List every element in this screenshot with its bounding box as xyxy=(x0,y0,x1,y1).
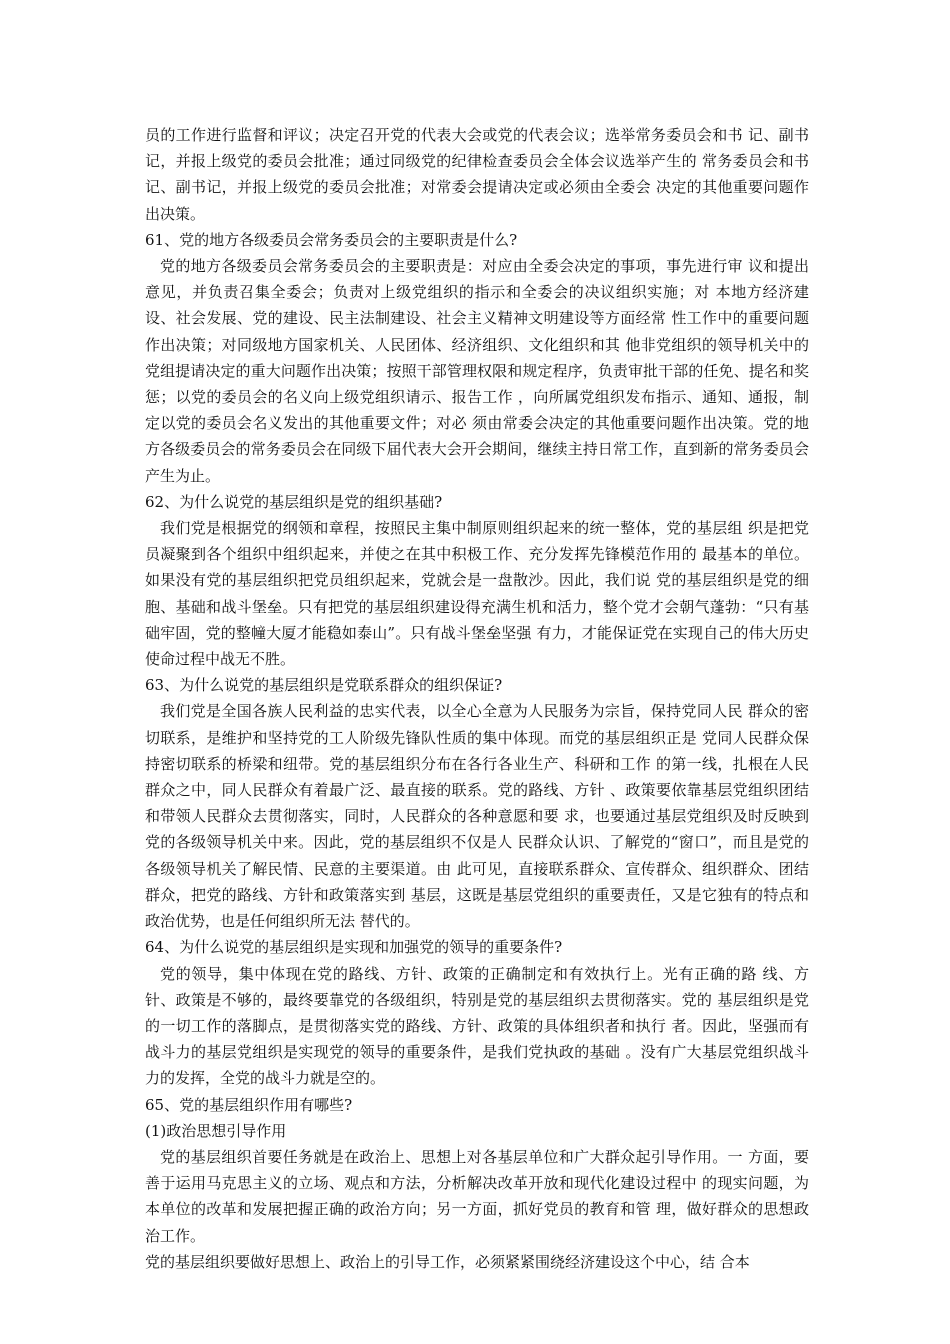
paragraph-continuation: 员的工作进行监督和评议；决定召开党的代表大会或党的代表会议；选举常务委员会和书 记、副书记，并报上级党的委员会批准；通过同级党的纪律检查委员会全体会议选举产生的 常务委员会和书记、副书记，并报上级党的委员会批准；对常委会提请决定或必须由全委会 决定的其他重要问题作出决策。 xyxy=(145,126,809,223)
subheading-political-guidance: (1)政治思想引导作用 xyxy=(145,1121,287,1140)
document-page xyxy=(145,122,809,1275)
question-62-heading: 62、为什么说党的基层组织是党的组织基础? xyxy=(145,492,443,511)
answer-65-paragraph-1: 党的基层组织首要任务就是在政治上、思想上对各基层单位和广大群众起引导作用。一 方面，要善于运用马克思主义的立场、观点和方法，分析解决改革开放和现代化建设过程中 的现实问题，为本单位的改革和发展把握正确的政治方向；另一方面，抓好党员的教育和管 理，做好群众的思想政治工作。 xyxy=(145,1147,809,1245)
answer-62-paragraph: 我们党是根据党的纲领和章程，按照民主集中制原则组织起来的统一整体，党的基层组 织是把党员凝聚到各个组织中组织起来，并使之在其中积极工作、充分发挥先锋模范作用的 最基本的单位。如果没有党的基层组织把党员组织起来，党就会是一盘散沙。因此，我们说 党的基层组织是党的细胞、基础和战斗堡垒。只有把党的基层组织建设得充满生机和活力，整个党才会朝气蓬勃：“只有基础牢固，党的整幢大厦才能稳如泰山”。只有战斗堡垒坚强 有力，才能保证党在实现自己的伟大历史使命过程中战无不胜。 xyxy=(145,519,809,669)
answer-63-paragraph: 我们党是全国各族人民利益的忠实代表，以全心全意为人民服务为宗旨，保持党同人民 群众的密切联系，是维护和坚持党的工人阶级先锋队性质的集中体现。而党的基层组织正是 党同人民群众保持密切联系的桥梁和纽带。党的基层组织分布在各行各业生产、科研和工作 的第一线，扎根在人民群众之中，同人民群众有着最广泛、最直接的联系。党的路线、方针 、政策要依靠基层党组织团结和带领人民群众去贯彻落实，同时，人民群众的各种意愿和要 求，也要通过基层党组织及时反映到党的各级领导机关中来。因此，党的基层组织不仅是人 民群众认识、了解党的“窗口”，而且是党的各级领导机关了解民情、民意的主要渠道。由 此可见，直接联系群众、宣传群众、组织群众、团结群众，把党的路线、方针和政策落实到 基层，这既是基层党组织的重要责任，又是它独有的特点和政治优势，也是任何组织所无法 替代的。 xyxy=(145,702,809,931)
question-65-heading: 65、党的基层组织作用有哪些? xyxy=(145,1095,353,1114)
question-61-heading: 61、党的地方各级委员会常务委员会的主要职责是什么? xyxy=(145,230,518,249)
answer-61-paragraph: 党的地方各级委员会常务委员会的主要职责是：对应由全委会决定的事项，事先进行审 议和提出意见，并负责召集全委会；负责对上级党组织的指示和全委会的决议组织实施；对 本地方经济建设、社会发展、党的建设、民主法制建设、社会主义精神文明建设等方面经常 性工作中的重要问题作出决策；对同级地方国家机关、人民团体、经济组织、文化组织和其 他非党组织的领导机关中的党组提请决定的重大问题作出决策；按照干部管理权限和规定程序，负责审批干部的任免、提名和奖惩；以党的委员会的名义向上级党组织请示、报告工作 ，向所属党组织发布指示、通知、通报，制定以党的委员会名义发出的其他重要文件；对必 须由常委会决定的其他重要问题作出决策。党的地方各级委员会的常务委员会在同级下届代表大会开会期间，继续主持日常工作，直到新的常务委员会产生为止。 xyxy=(145,257,809,485)
answer-65-paragraph-2: 党的基层组织要做好思想上、政治上的引导工作，必须紧紧围绕经济建设这个中心，结 合本 xyxy=(145,1252,750,1271)
question-64-heading: 64、为什么说党的基层组织是实现和加强党的领导的重要条件? xyxy=(145,938,563,957)
question-63-heading: 63、为什么说党的基层组织是党联系群众的组织保证? xyxy=(145,676,503,695)
answer-64-paragraph: 党的领导，集中体现在党的路线、方针、政策的正确制定和有效执行上。光有正确的路 线、方针、政策是不够的，最终要靠党的各级组织，特别是党的基层组织去贯彻落实。党的 基层组织是党的一切工作的落脚点，是贯彻落实党的路线、方针、政策的具体组织者和执行 者。因此，坚强而有战斗力的基层党组织是实现党的领导的重要条件，是我们党执政的基础 。没有广大基层党组织战斗力的发挥，全党的战斗力就是空的。 xyxy=(145,964,809,1088)
